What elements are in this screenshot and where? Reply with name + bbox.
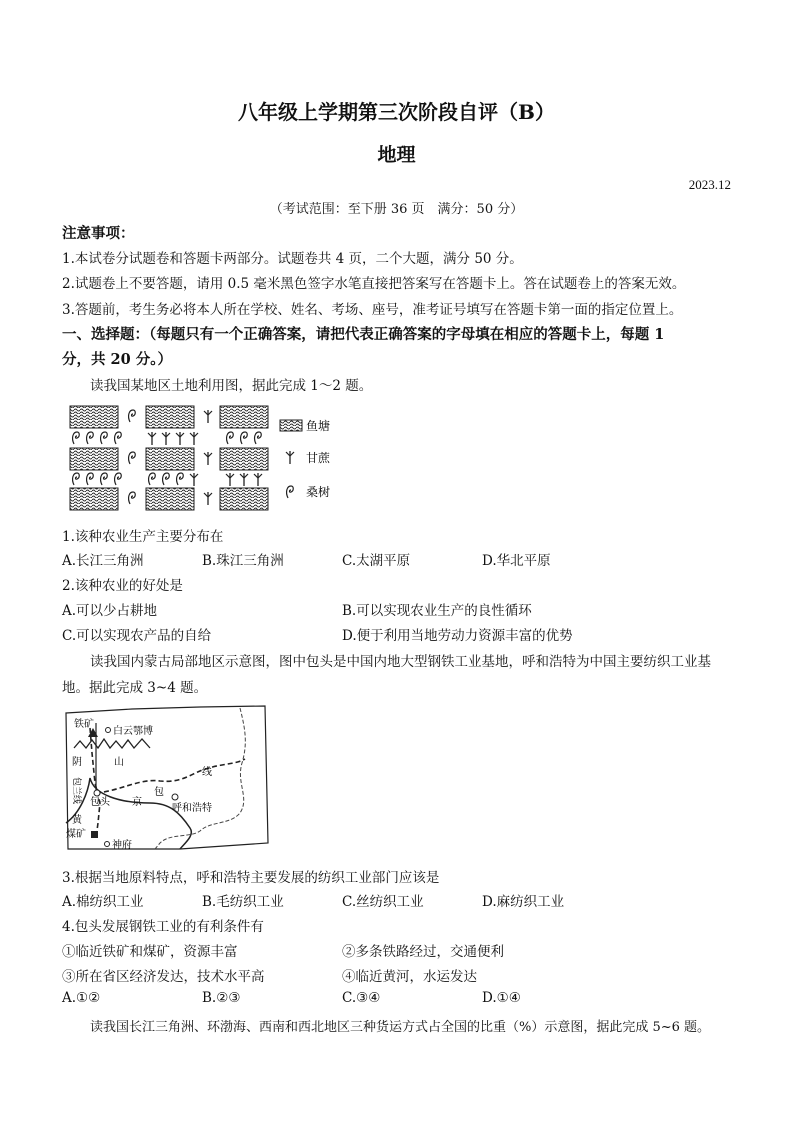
- section-heading: 一、选择题：（每题只有一个正确答案，请把代表正确答案的字母填在相应的答题卡上，每题 1: [62, 326, 665, 343]
- label-huhe: 呼和浩特: [172, 803, 212, 814]
- q1-option-c: C.太湖平原: [342, 553, 411, 569]
- coal-mine-icon: [91, 831, 98, 838]
- q3-option-d: D.麻纺织工业: [482, 894, 565, 910]
- exam-subject: 地理: [377, 144, 416, 166]
- q4-option-a: A.①②: [62, 990, 101, 1006]
- label-jing: 京: [132, 797, 142, 808]
- q4-option-d: D.①④: [482, 990, 521, 1006]
- q4-option-c: C.③④: [342, 990, 381, 1006]
- label-baotou: 包头: [90, 797, 110, 808]
- legend-pond-label: 鱼塘: [306, 419, 331, 433]
- exam-date: 2023.12: [688, 177, 731, 192]
- legend-mulberry-label: 桑树: [306, 485, 331, 499]
- q4-option-b: B.②③: [202, 990, 241, 1006]
- shenfu-city-icon: [105, 842, 110, 847]
- exam-title: 八年级上学期第三次阶段自评（B）: [238, 100, 555, 124]
- land-use-legend: [280, 418, 331, 499]
- intro-1-2: 读我国某地区土地利用图，据此完成 1～2 题。: [90, 378, 373, 394]
- label-shenfu: 神府: [112, 840, 132, 851]
- section-heading-cont: 分，共 20 分。）: [62, 351, 173, 368]
- huhe-city-icon: [172, 794, 178, 800]
- q1-option-a: A.长江三角洲: [62, 553, 144, 569]
- legend-cane-label: 甘蔗: [306, 451, 331, 465]
- notice-heading: 注意事项：: [62, 225, 135, 242]
- land-use-figure: [68, 402, 358, 514]
- q4-item-4: ④临近黄河，水运发达: [342, 969, 477, 985]
- q2-stem: 2.该种农业的好处是: [62, 578, 183, 594]
- legend-mulberry-symbol: [287, 486, 294, 498]
- q1-option-d: D.华北平原: [482, 553, 551, 569]
- q2-option-a: A.可以少占耕地: [62, 603, 158, 619]
- q2-option-c: C.可以实现农产品的自给: [62, 628, 212, 644]
- label-shan: 山: [114, 757, 124, 768]
- q2-option-b: B.可以实现农业生产的良性循环: [342, 603, 532, 619]
- intro-3-4-cont: 地。据此完成 3~4 题。: [62, 680, 208, 696]
- exam-scope: （考试范围：至下册 36 页 满分：50 分）: [269, 202, 524, 217]
- q2-option-d: D.便于利用当地劳动力资源丰富的优势: [342, 628, 573, 644]
- legend-cane-symbol: [286, 451, 294, 464]
- q4-item-1: ①临近铁矿和煤矿，资源丰富: [62, 944, 238, 960]
- fish-pond: [70, 406, 268, 510]
- label-baolan: 包兰线: [71, 777, 81, 805]
- q1-option-b: B.珠江三角洲: [202, 553, 284, 569]
- notice-item: 2.试题卷上不要答题，请用 0.5 毫米黑色签字水笔直接把答案写在答题卡上。答在试题卷上的答案无效。: [62, 276, 686, 292]
- intro-3-4: 读我国内蒙古局部地区示意图，图中包头是中国内地大型钢铁工业基地，呼和浩特为中国主要纺织工业基: [90, 654, 711, 670]
- baiyun-city-icon: [106, 728, 111, 733]
- label-coal: 煤矿: [66, 829, 86, 840]
- q3-stem: 3.根据当地原料特点，呼和浩特主要发展的纺织工业部门应该是: [62, 870, 440, 886]
- q4-item-2: ②多条铁路经过，交通便利: [342, 944, 504, 960]
- label-baiyun: 白云鄂博: [113, 726, 153, 737]
- label-huang: 黄: [72, 815, 82, 826]
- q3-option-b: B.毛纺织工业: [202, 894, 284, 910]
- baotou-city-icon: [94, 790, 100, 796]
- q1-stem: 1.该种农业生产主要分布在: [62, 529, 224, 545]
- q3-option-a: A.棉纺织工业: [62, 894, 144, 910]
- intro-5-6: 读我国长江三角洲、环渤海、西南和西北地区三种货运方式占全国的比重（%）示意图，据此完成 5~6 题。: [90, 1020, 711, 1035]
- q4-stem: 4.包头发展钢铁工业的有利条件有: [62, 919, 264, 935]
- label-bao: 包: [154, 787, 164, 798]
- notice-item: 3.答题前，考生务必将本人所在学校、姓名、考场、座号，准考证号填写在答题卡第一面的指定位置上。: [62, 302, 683, 318]
- notice-item: 1.本试卷分试题卷和答题卡两部分。试题卷共 4 页，二个大题，满分 50 分。: [62, 251, 523, 267]
- inner-mongolia-map: [60, 703, 272, 853]
- legend-pond-swatch: [280, 420, 302, 431]
- q4-item-3: ③所在省区经济发达，技术水平高: [62, 969, 265, 985]
- label-xian: 线: [202, 767, 212, 778]
- q3-option-c: C.丝纺织工业: [342, 894, 424, 910]
- label-iron: 铁矿: [74, 719, 94, 730]
- label-yin: 阴: [72, 757, 82, 768]
